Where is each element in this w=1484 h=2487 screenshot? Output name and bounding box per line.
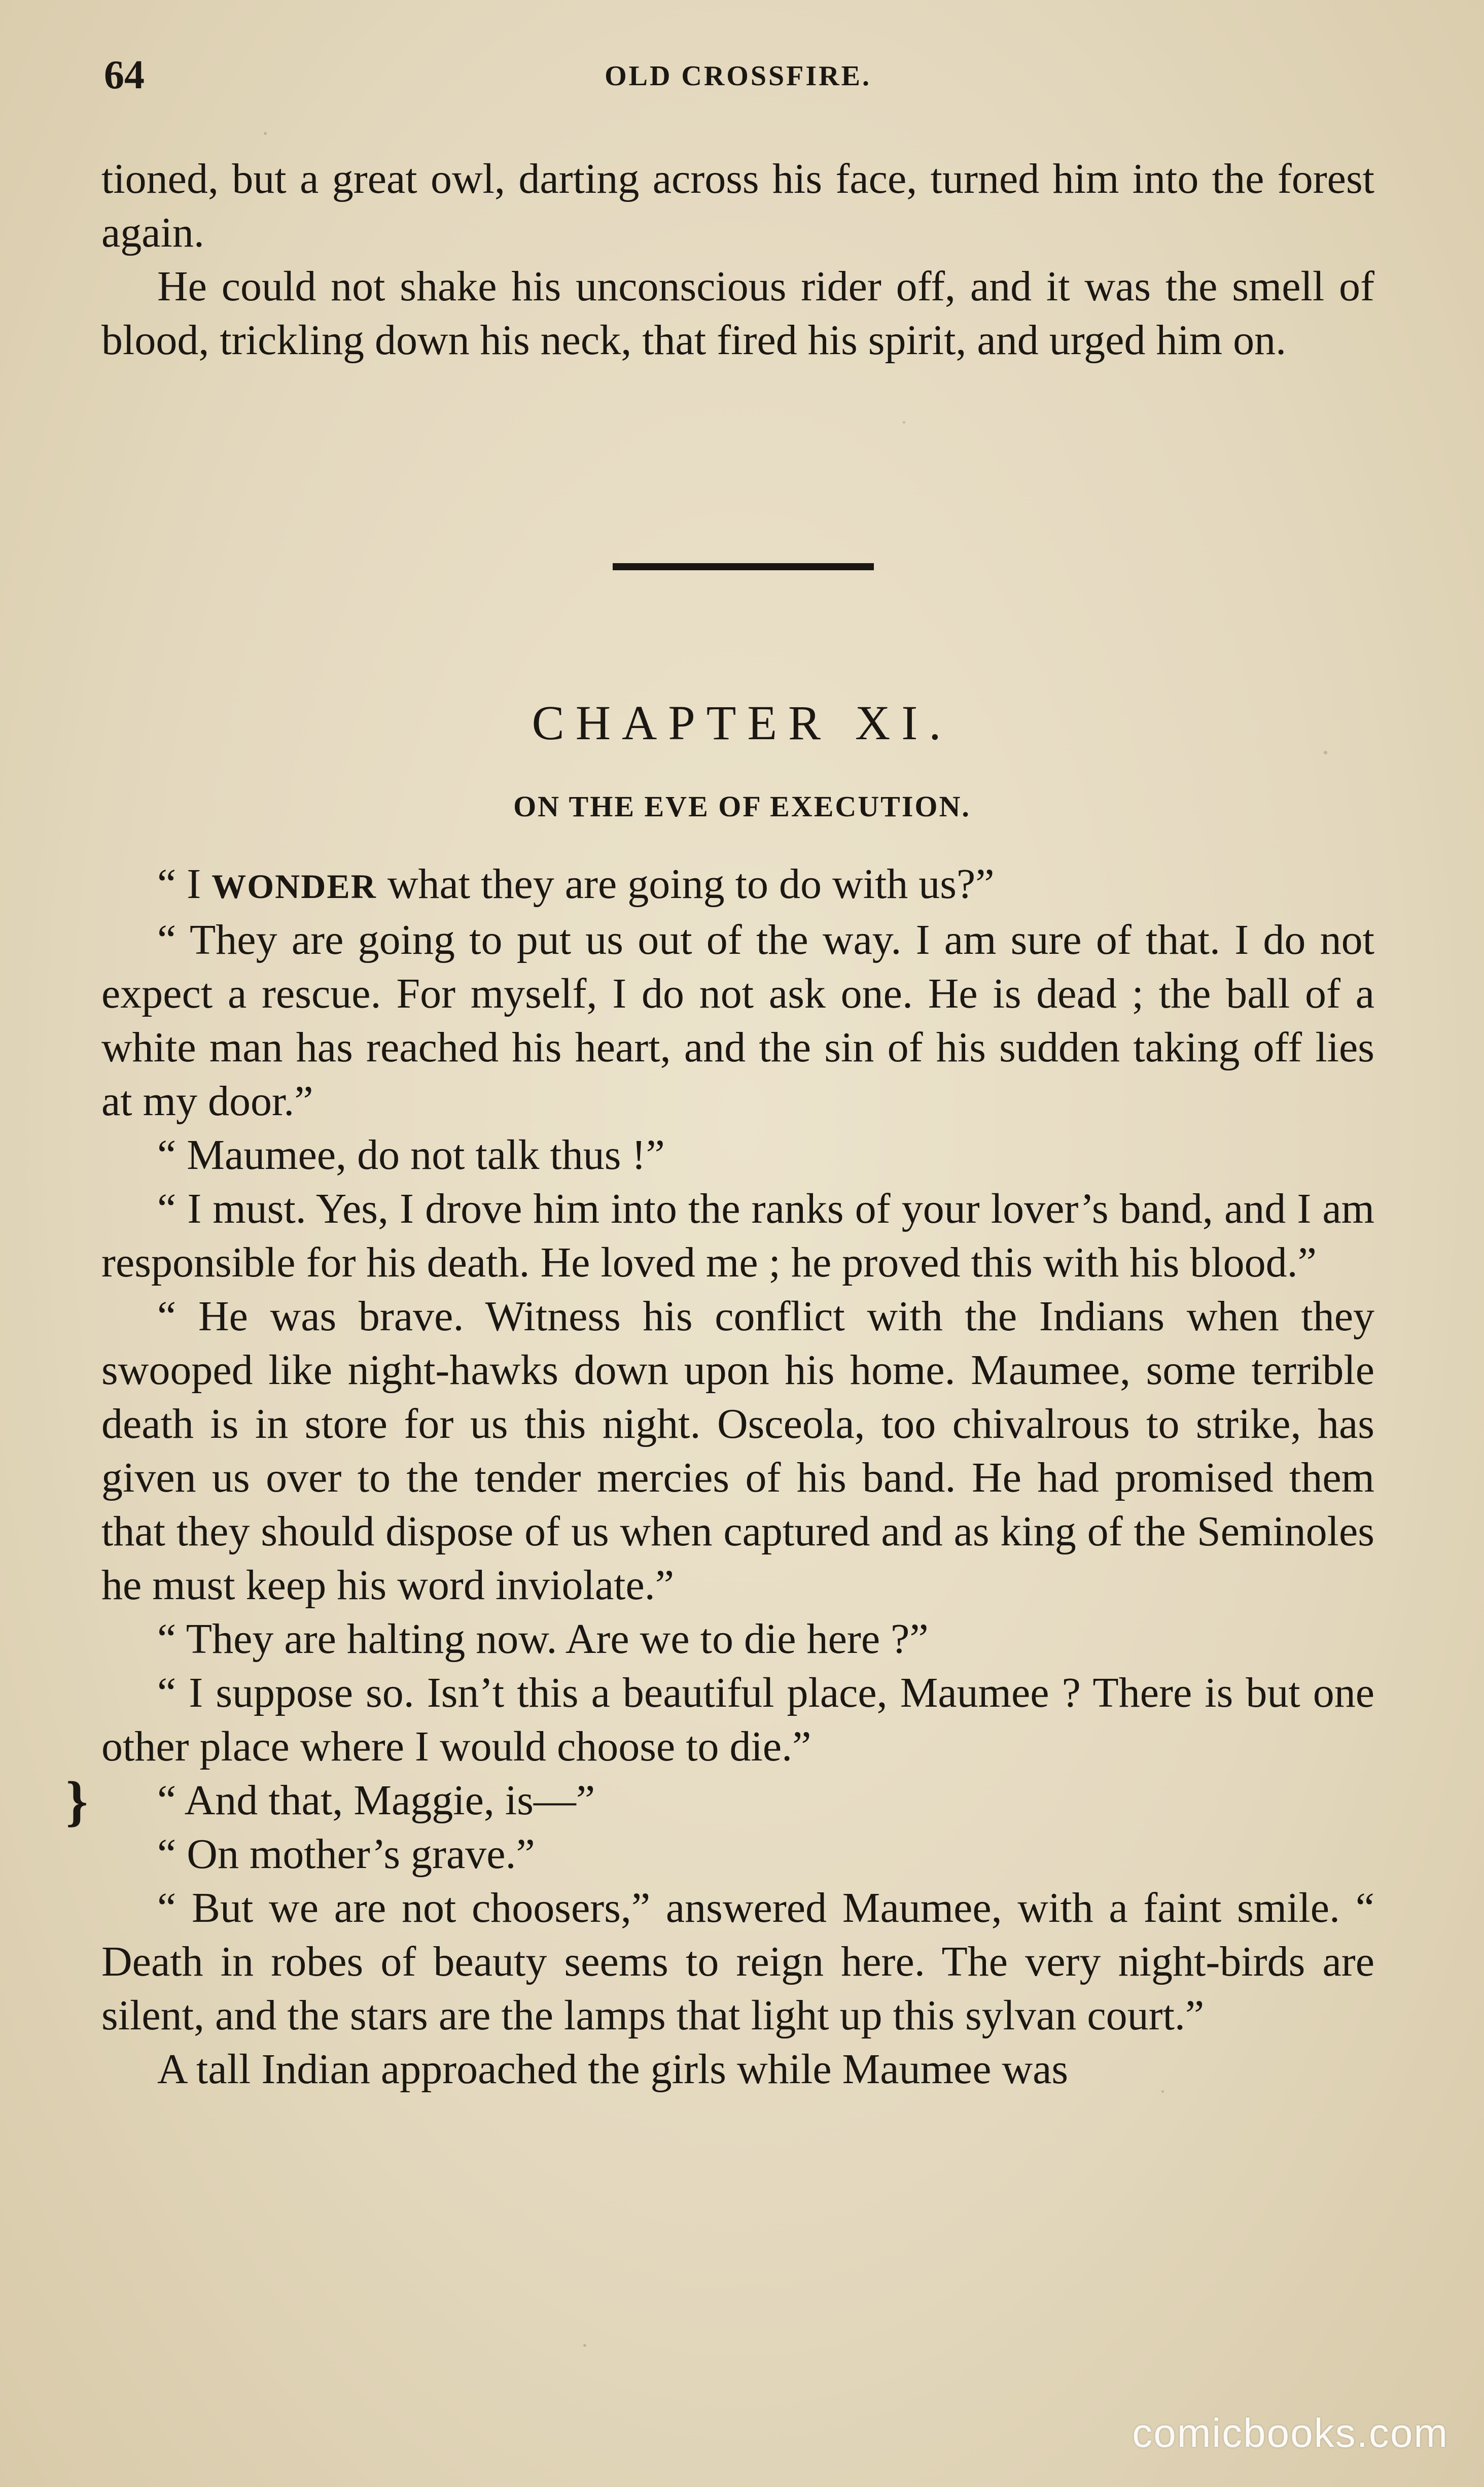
paragraph: tioned, but a great owl, darting across his face, turned him into the forest again.	[101, 155, 1374, 256]
opening-quote: “ I	[157, 860, 212, 908]
paragraph: He could not shake his unconscious rider off, and it was the smell of blood, trickling down his neck, that fired his spirit, and urged him on.	[101, 263, 1374, 364]
chapter-divider-rule	[613, 563, 874, 570]
page-number: 64	[104, 53, 145, 97]
paragraph: “ They are going to put us out of the way. I am sure of that. I do not expect a rescue. For myself, I do not ask one. He is dead ; the ball of a white man has reached his heart, and the sin of his sudden taking off lies at my door.”	[101, 916, 1374, 1125]
chapter-title: CHAPTER XI.	[532, 696, 952, 750]
paper-speck	[264, 132, 267, 135]
paper-speck	[903, 421, 905, 424]
paragraph: “ Maumee, do not talk thus !”	[157, 1131, 665, 1179]
paragraph: “ They are halting now. Are we to die here ?”	[157, 1615, 929, 1663]
paragraph: “ I must. Yes, I drove him into the ranks of your lover’s band, and I am responsible for his death. He loved me ; he proved this with his blood.”	[101, 1185, 1374, 1286]
running-title: OLD CROSSFIRE.	[605, 60, 871, 92]
paragraph: “ I suppose so. Isn’t this a beautiful place, Maumee ? There is but one other place where I would choose to die.”	[101, 1669, 1374, 1770]
opening-rest: what they are going to do with us?”	[376, 860, 995, 908]
paper-speck	[583, 2344, 586, 2347]
paragraph: “ On mother’s grave.”	[157, 1830, 535, 1878]
paragraph: “ But we are not choosers,” answered Maumee, with a faint smile. “ Death in robes of beauty seems to reign here. The very night-birds are silent, and the stars are the lamps that light up this sylvan court.”	[101, 1884, 1374, 2039]
paragraph: “ He was brave. Witness his conflict with the Indians when they swooped like night-hawks down upon his home. Maumee, some terrible death is in store for us this night. Osceola, too chivalrous to strike, has given us over to the tender mercies of his band. He had promised them that they should dispose of us when captured and as king of the Seminoles he must keep his word inviolate.”	[101, 1293, 1374, 1609]
continued-text	[101, 152, 1374, 367]
opening-word: WONDER	[211, 867, 377, 906]
paragraph: “ And that, Maggie, is—”	[157, 1777, 595, 1824]
paragraph: A tall Indian approached the girls while Maumee was	[157, 2046, 1069, 2093]
paper-speck	[1324, 751, 1327, 754]
margin-mark: }	[66, 1770, 88, 1832]
running-head	[104, 55, 1372, 95]
chapter-subtitle: ON THE EVE OF EXECUTION.	[513, 790, 971, 823]
chapter-opening-paragraph	[101, 857, 1374, 913]
chapter-text	[101, 857, 1374, 2096]
watermark: comicbooks.com	[1132, 2410, 1448, 2456]
